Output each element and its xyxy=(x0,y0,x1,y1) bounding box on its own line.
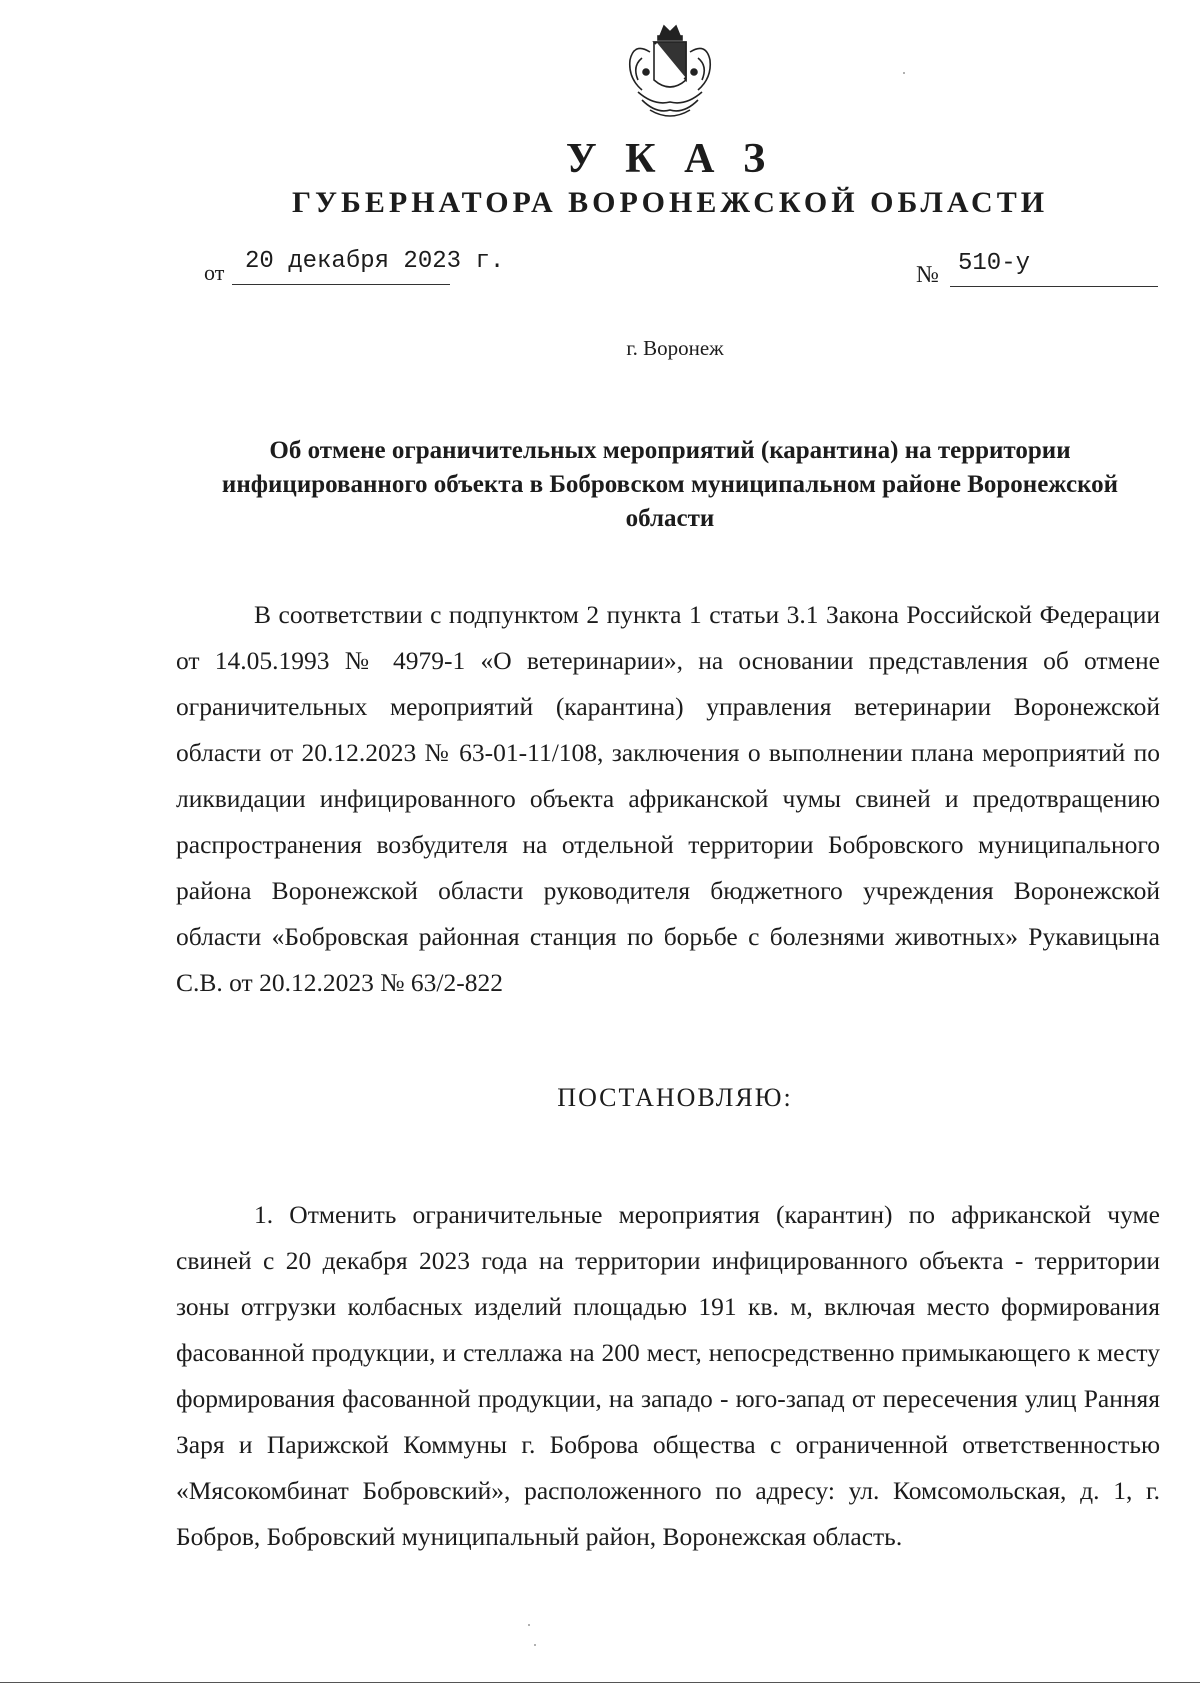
document-city: г. Воронеж xyxy=(626,336,724,360)
page-bottom-rule xyxy=(0,1682,1200,1683)
document-heading: Об отмене ограничительных мероприятий (карантина) на территории инфицированного объекта в Бобровском муниципальном районе Воронежской области xyxy=(221,437,1119,532)
date-label: от xyxy=(204,260,225,285)
document-date: 20 декабря 2023 г. xyxy=(245,248,505,275)
number-label: № xyxy=(916,262,939,288)
decree-word: ПОСТАНОВЛЯЮ: xyxy=(557,1083,793,1112)
document-title: У К А З xyxy=(565,136,775,182)
preamble-paragraph: В соответствии с подпунктом 2 пункта 1 статьи 3.1 Закона Российской Федерации от 14.05.1993 № 4979-1 «О ветеринарии», на основании представления об отмене ограничительных мероприятий (карантина) управления ветеринарии Воронежской области от 20.12.2023 № 63-01-11/108, заключения о выполнении плана мероприятий по ликвидации инфицированного объекта африканской чумы свиней и предотвращению распространения возбудителя на отдельной территории Бобровского муниципального района Воронежской области руководителя бюджетного учреждения Воронежской области «Бобровская районная станция по борьбе с болезнями животных» Рукавицына С.В. от 20.12.2023 № 63/2-822 xyxy=(176,600,1160,997)
scan-speck xyxy=(903,72,905,74)
scan-speck xyxy=(534,1644,536,1646)
date-underline xyxy=(232,284,450,285)
document-number: 510-у xyxy=(958,250,1031,277)
item-1-paragraph: 1. Отменить ограничительные мероприятия (карантин) по африканской чуме свиней с 20 декабря 2023 года на территории инфицированного объекта - территории зоны отгрузки колбасных изделий площадью 191 кв. м, включая место формирования фасованной продукции, и стеллажа на 200 мест, непосредственно примыкающего к месту формирования фасованной продукции, на западо - юго-запад от пересечения улиц Ранняя Заря и Парижской Коммуны г. Боброва общества с ограниченной ответственностью «Мясокомбинат Бобровский», расположенного по адресу: ул. Комсомольская, д. 1, г. Бобров, Бобровский муниципальный район, Воронежская область. xyxy=(176,1200,1160,1551)
document-issuer: ГУБЕРНАТОРА ВОРОНЕЖСКОЙ ОБЛАСТИ xyxy=(291,186,1049,219)
scan-speck xyxy=(528,1624,530,1626)
number-underline xyxy=(950,286,1158,287)
coat-of-arms-icon xyxy=(620,22,720,124)
